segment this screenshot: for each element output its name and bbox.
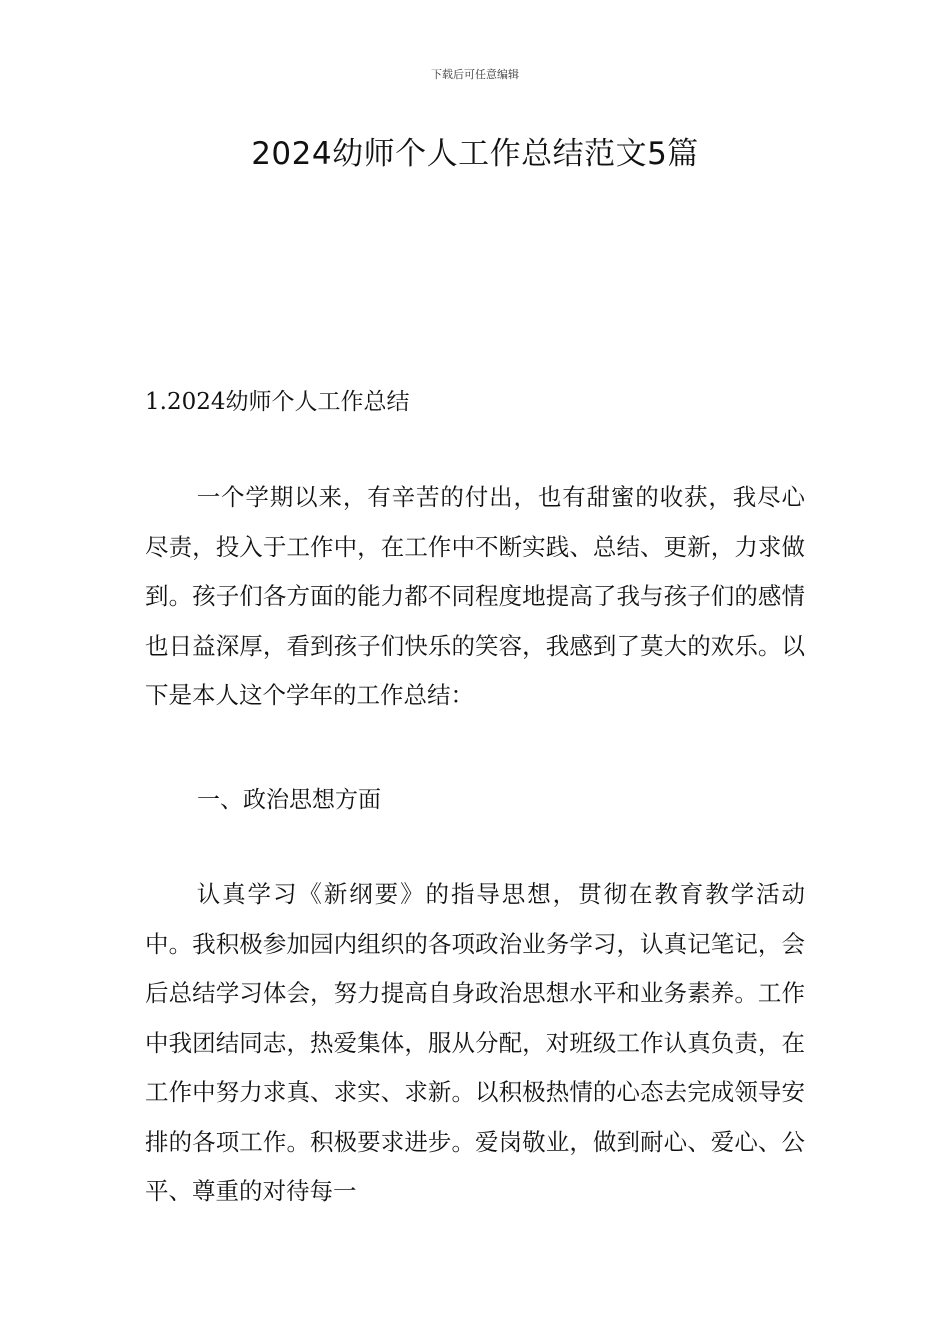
header-note: 下载后可任意编辑 [431, 68, 519, 81]
intro-paragraph: 一个学期以来，有辛苦的付出，也有甜蜜的收获，我尽心尽责，投入于工作中，在工作中不断实践、总结、更新，力求做到。孩子们各方面的能力都不同程度地提高了我与孩子们的感情也日益深厚，看到孩子们快乐的笑容，我感到了莫大的欢乐。以下是本人这个学年的工作总结： [145, 483, 805, 709]
section-heading: 1.2024幼师个人工作总结 [145, 389, 410, 415]
document-title: 2024幼师个人工作总结范文5篇 [251, 136, 699, 172]
subheading-political: 一、政治思想方面 [197, 787, 381, 813]
body-paragraph: 认真学习《新纲要》的指导思想，贯彻在教育教学活动中。我积极参加园内组织的各项政治业务学习，认真记笔记，会后总结学习体会，努力提高自身政治思想水平和业务素养。工作中我团结同志，热爱集体，服从分配，对班级工作认真负责，在工作中努力求真、求实、求新。以积极热情的心态去完成领导安排的各项工作。积极要求进步。爱岗敬业，做到耐心、爱心、公平、尊重的对待每一 [145, 880, 805, 1205]
